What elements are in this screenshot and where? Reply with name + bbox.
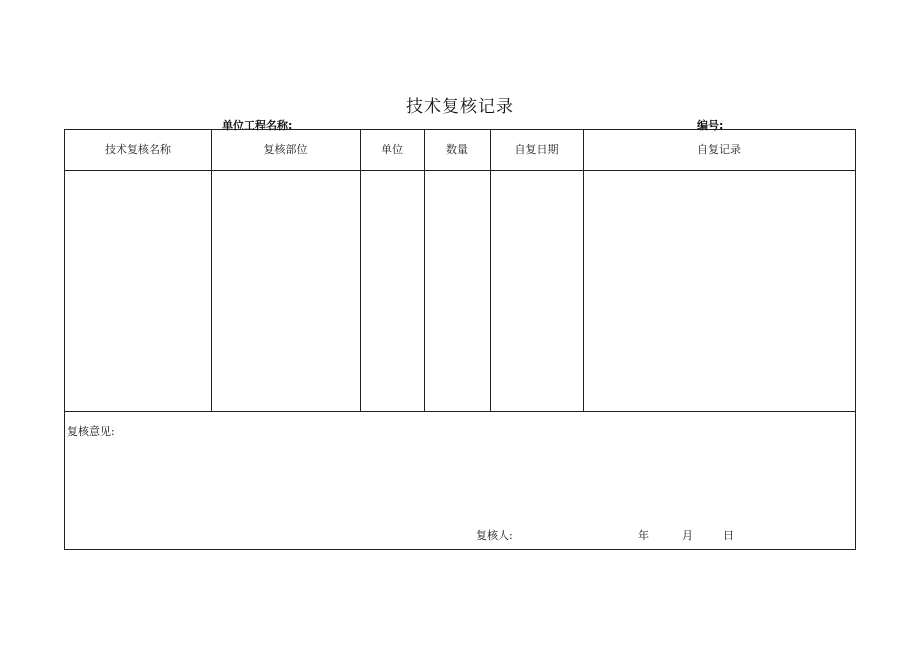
column-divider: [583, 130, 584, 412]
reviewer-label: 复核人:: [476, 529, 513, 542]
header-review-name: 技术复核名称: [105, 143, 171, 156]
header-quantity: 数量: [446, 143, 468, 156]
day-label: 日: [723, 529, 734, 542]
column-divider: [211, 130, 212, 412]
header-review-location: 复核部位: [263, 143, 308, 156]
column-divider: [360, 130, 361, 412]
year-label: 年: [638, 529, 649, 542]
column-divider: [424, 130, 425, 412]
month-label: 月: [682, 529, 693, 542]
project-name-label: 单位工程名称:: [222, 119, 293, 132]
header-self-review-record: 自复记录: [697, 143, 741, 156]
review-opinion-label: 复核意见:: [67, 425, 115, 438]
column-divider: [490, 130, 491, 412]
header-divider: [65, 170, 855, 171]
header-self-review-date: 自复日期: [514, 143, 559, 156]
opinion-section-divider: [65, 411, 855, 412]
review-record-table: [64, 129, 856, 550]
document-title: 技术复核记录: [406, 97, 514, 117]
record-number-label: 编号:: [697, 119, 724, 132]
header-unit: 单位: [381, 143, 403, 156]
